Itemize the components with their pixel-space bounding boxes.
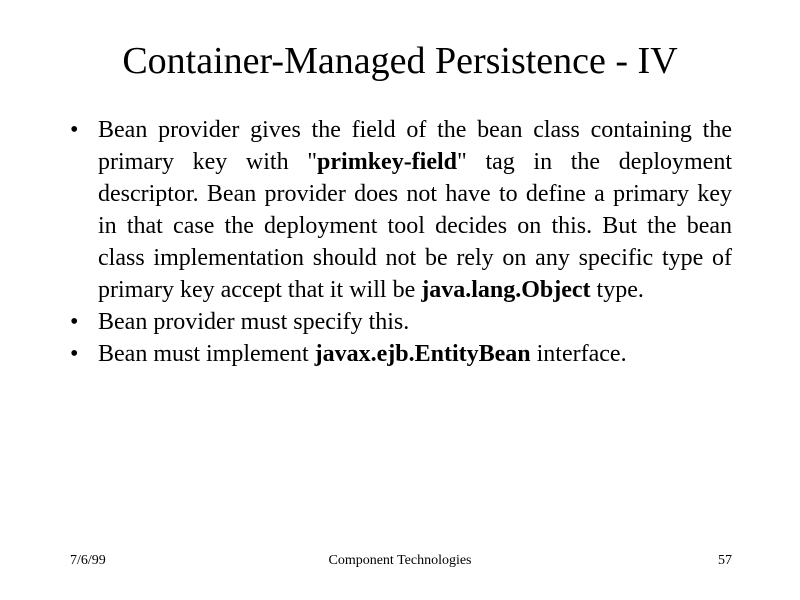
code-term-entitybean: javax.ejb.EntityBean [314, 341, 531, 367]
footer-title: Component Technologies [328, 553, 472, 568]
bullet-text: Bean provider must specify this. [98, 309, 410, 335]
bullet-icon: • [70, 309, 79, 335]
bullet-text: " tag in the deployment descriptor. Bean provider does not have to define a primary key in that case the deployment tool decides on this. But the bean class implementation should not be rely on any specific type of primary key accept that it will be [98, 149, 733, 303]
bullet-icon: • [70, 341, 79, 367]
bullet-item [70, 306, 732, 338]
bullet-text: Bean must implement [98, 341, 315, 367]
bullet-item [70, 114, 732, 306]
code-term-java-lang-object: java.lang.Object [421, 277, 591, 303]
code-term-primkey-field: primkey-field [317, 149, 458, 175]
bullet-text: type. [590, 277, 644, 303]
bullet-icon: • [70, 117, 79, 143]
bullet-item [70, 338, 732, 370]
bullet-text: Bean provider gives the field of the bean class containing the primary key with " [98, 117, 732, 175]
bullet-list [70, 114, 732, 370]
footer-date: 7/6/99 [70, 553, 106, 568]
slide-title: Container-Managed Persistence - IV [122, 40, 678, 82]
bullet-text: interface. [530, 341, 627, 367]
page-number: 57 [718, 553, 732, 568]
